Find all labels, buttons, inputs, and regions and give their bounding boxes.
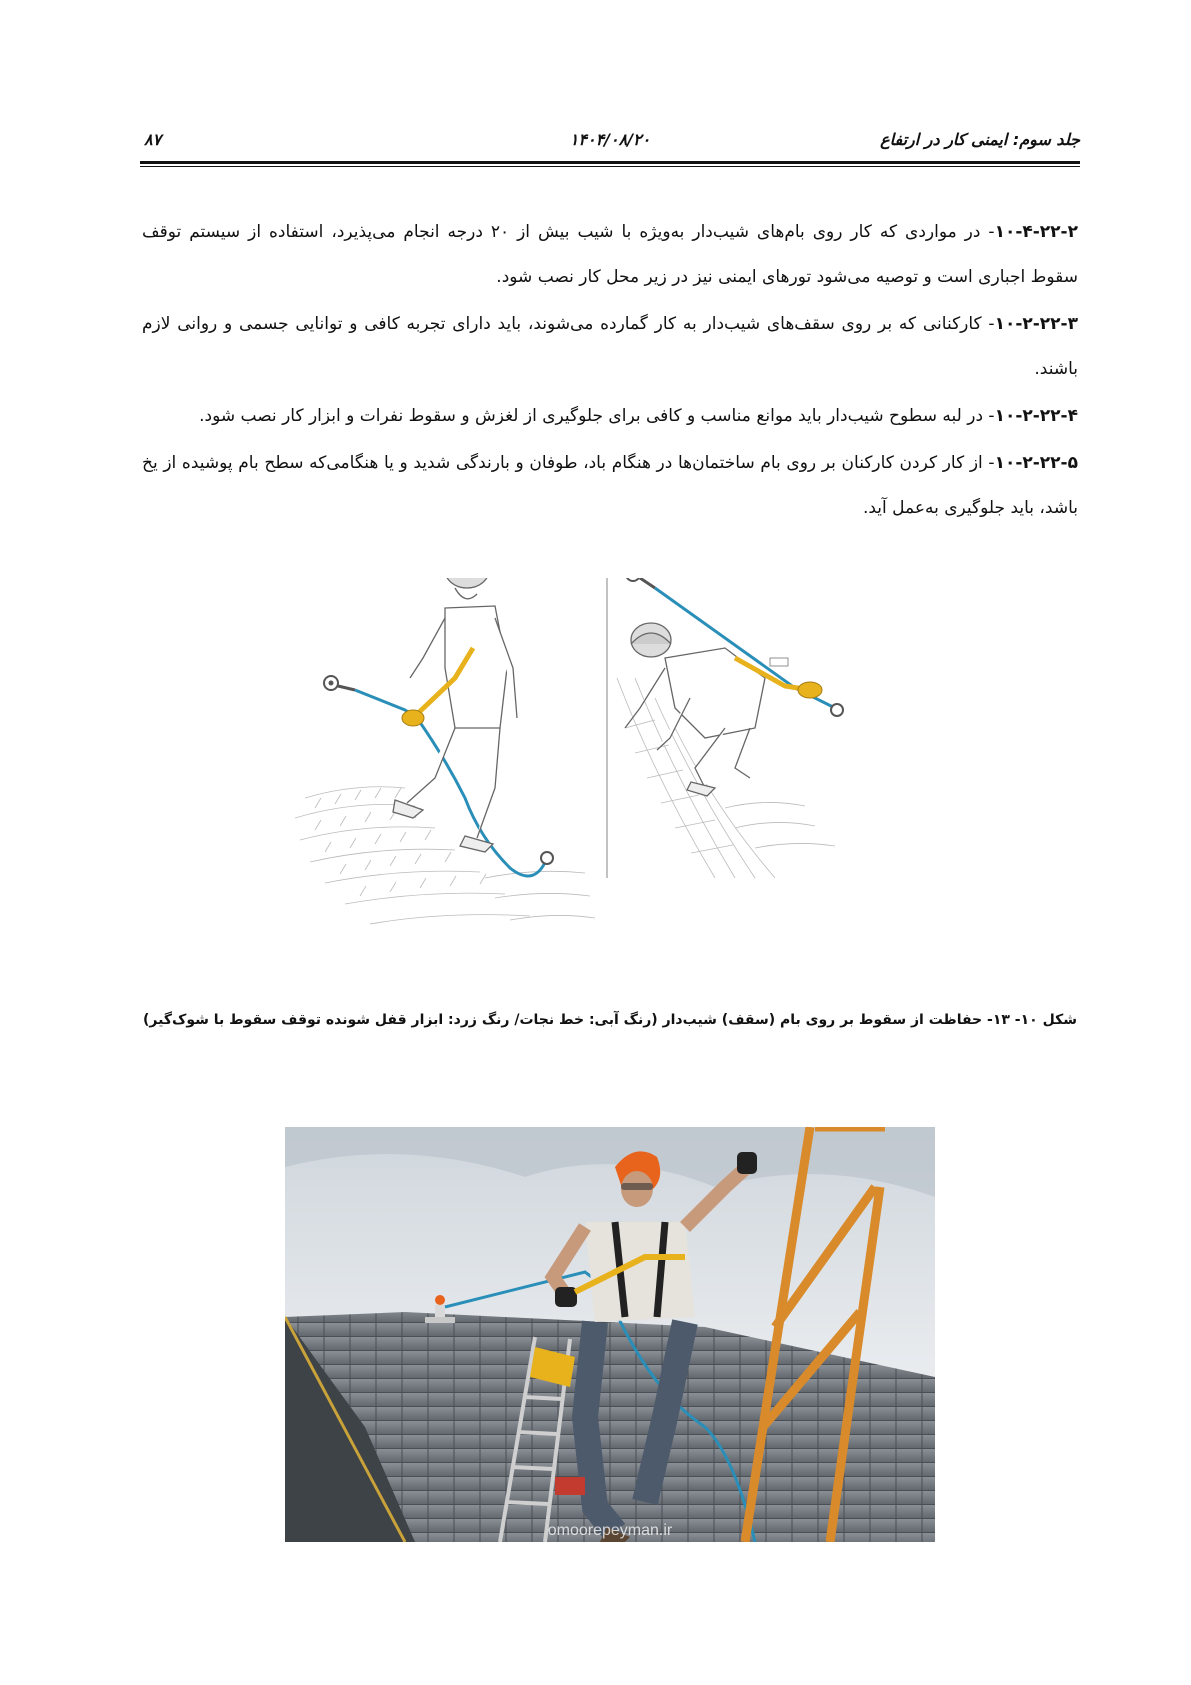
- header-date: ۱۴۰۴/۰۸/۲۰: [569, 130, 651, 149]
- right-end-anchor: [831, 704, 843, 716]
- paragraph-number: ۱۰-۴-۲۲-۲: [994, 222, 1078, 242]
- figure-caption: شکل ۱۰- ۱۳- حفاظت از سقوط بر روی بام (سقف) شیب‌دار (رنگ آبی: خط نجات/ رنگ زرد: ابزار قفل شونده توقف سقوط با شوک‌گیر): [143, 1012, 1077, 1028]
- paragraph-text: - کارکنانی که بر روی سقف‌های شیب‌دار به کار گمارده می‌شوند، باید دارای تجربه کافی و توانایی جسمی و روانی لازم باشند.: [142, 314, 1078, 379]
- paragraph-2: [142, 302, 1078, 392]
- paragraph-number: ۱۰-۲-۲۲-۴: [994, 406, 1078, 426]
- header-rule-thick: [140, 161, 1080, 164]
- left-anchor-point: [324, 676, 355, 690]
- paragraph-text: - از کار کردن کارکنان بر روی بام ساختمان‌ها در هنگام باد، طوفان و بارندگی شدید و یا هنگامی‌که سطح بام پوشیده از یخ باشد، باید جلوگیری به‌عمل آید.: [142, 453, 1078, 518]
- left-end-anchor: [541, 852, 553, 864]
- left-lifeline: [355, 690, 547, 876]
- paragraph-text: - در لبه سطوح شیب‌دار باید موانع مناسب و کافی برای جلوگیری از لغزش و سقوط نفرات و ابزار کار نصب شود.: [199, 406, 995, 426]
- paragraph-text: - در مواردی که کار روی بام‌های شیب‌دار به‌ویژه با شیب بیش از ۲۰ درجه انجام می‌پذیرد، استفاده از سیستم توقف سقوط اجباری است و توصیه می‌شود تورهای ایمنی نیز در زیر محل کار نصب شود.: [142, 222, 1078, 287]
- right-worker: [625, 623, 765, 796]
- paragraph-1: [142, 210, 1078, 300]
- right-anchor-point: [626, 578, 655, 588]
- roof-worker-photo: [285, 1127, 935, 1542]
- paragraph-number: ۱۰-۲-۲۲-۵: [994, 453, 1078, 473]
- paragraph-4: [142, 441, 1078, 531]
- page-number: ۸۷: [144, 130, 162, 149]
- page-header: [140, 128, 1080, 158]
- red-toolbox: [555, 1477, 585, 1495]
- header-rule-thin: [140, 166, 1080, 167]
- roof-fall-protection-illustration: [295, 578, 895, 948]
- watermark: omoorepeyman.ir: [547, 1522, 673, 1539]
- paragraph-3: [142, 394, 1078, 439]
- paragraph-number: ۱۰-۲-۲۲-۳: [994, 314, 1078, 334]
- body-text: [142, 210, 1078, 533]
- header-title: جلد سوم: ایمنی کار در ارتفاع: [880, 130, 1080, 149]
